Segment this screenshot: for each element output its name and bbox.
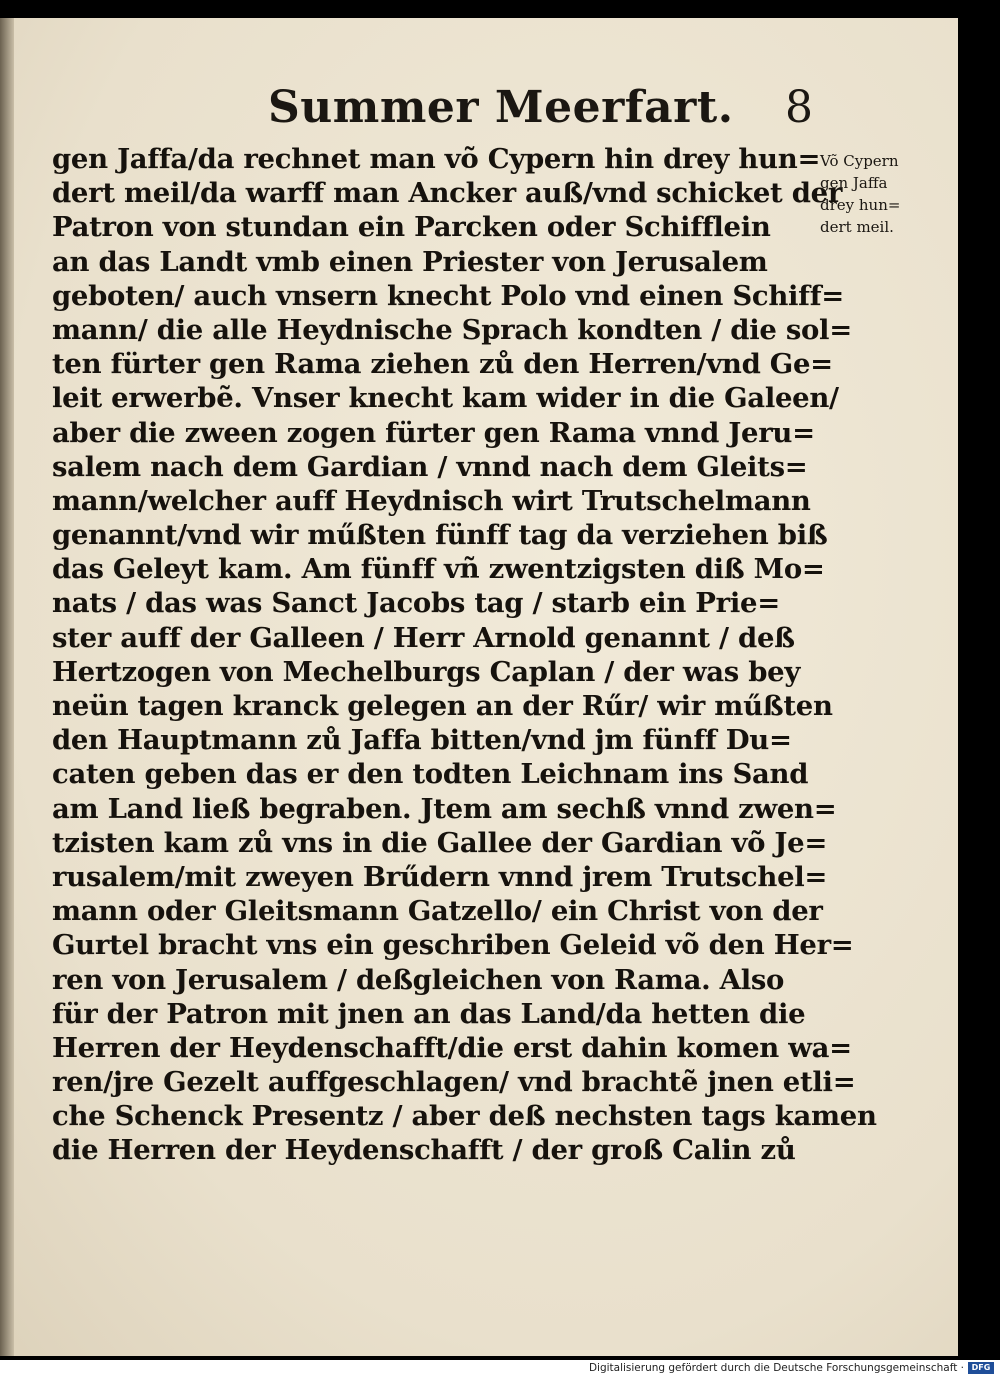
text-line: gen Jaffa/da rechnet man võ Cypern hin drey hun= [52,143,821,175]
margin-note-line: drey hun= [820,196,901,214]
text-line: mann oder Gleitsmann Gatzello/ ein Christ von der [52,895,823,928]
text-line: geboten/ auch vnsern knecht Polo vnd einen Schiff= [52,279,844,312]
text-line: ten fürter gen Rama ziehen zů den Herren/vnd Ge= [52,348,833,381]
text-line: das Geleyt kam. Am fünff vñ zwentzigsten diß Mo= [52,553,825,586]
text-line: che Schenck Presentz / aber deß nechsten tags kamen [52,1100,877,1133]
text-line: dert meil/da warff man Ancker auß/vnd schicket der [52,177,843,210]
footer-bar [0,1360,1000,1378]
text-line: an das Landt vmb einen Priester von Jerusalem [52,245,768,278]
margin-note-line: gen Jaffa [820,174,888,192]
text-line: tzisten kam zů vns in die Gallee der Gardian võ Je= [52,826,828,859]
text-line: für der Patron mit jnen an das Land/da hetten die [52,997,806,1030]
text-line: ster auff der Galleen / Herr Arnold genannt / deß [52,621,795,654]
text-line: am Land ließ begraben. Jtem am sechß vnnd zwen= [52,792,837,825]
funding-credit: Digitalisierung gefördert durch die Deutsche Forschungsgemeinschaft · [588,1362,964,1374]
text-line: leit erwerbẽ. Vnser knecht kam wider in die Galeen/ [52,382,839,415]
page-number: 8 [785,82,813,133]
margin-note-line: Võ Cypern [820,152,899,170]
text-line: mann/welcher auff Heydnisch wirt Trutschelmann [52,484,811,517]
text-line: salem nach dem Gardian / vnnd nach dem Gleits= [52,450,808,483]
text-line: rusalem/mit zweyen Brűdern vnnd jrem Trutschel= [52,860,828,893]
dfg-logo: DFG [968,1362,994,1374]
text-line: den Hauptmann zů Jaffa bitten/vnd jm fünff Du= [52,724,792,757]
running-head: Summer Meerfart. [268,82,734,133]
margin-note [820,150,960,238]
body-text [52,142,877,1168]
margin-note-line: dert meil. [820,218,894,236]
text-line: genannt/vnd wir műßten fünff tag da verziehen biß [52,519,828,552]
text-line: Hertzogen von Mechelburgs Caplan / der was bey [52,655,801,688]
text-line: Patron von stundan ein Parcken oder Schifflein [52,211,771,244]
text-line: Herren der Heydenschafft/die erst dahin komen wa= [52,1031,852,1064]
text-line: die Herren der Heydenschafft / der groß Calin zů [52,1134,796,1167]
text-line: caten geben das er den todten Leichnam ins Sand [52,758,809,791]
text-line: nats / das was Sanct Jacobs tag / starb ein Prie= [52,587,780,620]
text-line: aber die zween zogen fürter gen Rama vnnd Jeru= [52,416,815,449]
text-line: ren/jre Gezelt auffgeschlagen/ vnd brachtẽ jnen etli= [52,1066,856,1099]
text-line: neün tagen kranck gelegen an der Rűr/ wir műßten [52,690,833,722]
text-line: mann/ die alle Heydnische Sprach kondten / die sol= [52,313,852,346]
text-line: ren von Jerusalem / deßgleichen von Rama. Also [52,963,785,996]
page-spine-shadow [0,18,14,1356]
text-line: Gurtel bracht vns ein geschriben Geleid võ den Her= [52,929,854,962]
